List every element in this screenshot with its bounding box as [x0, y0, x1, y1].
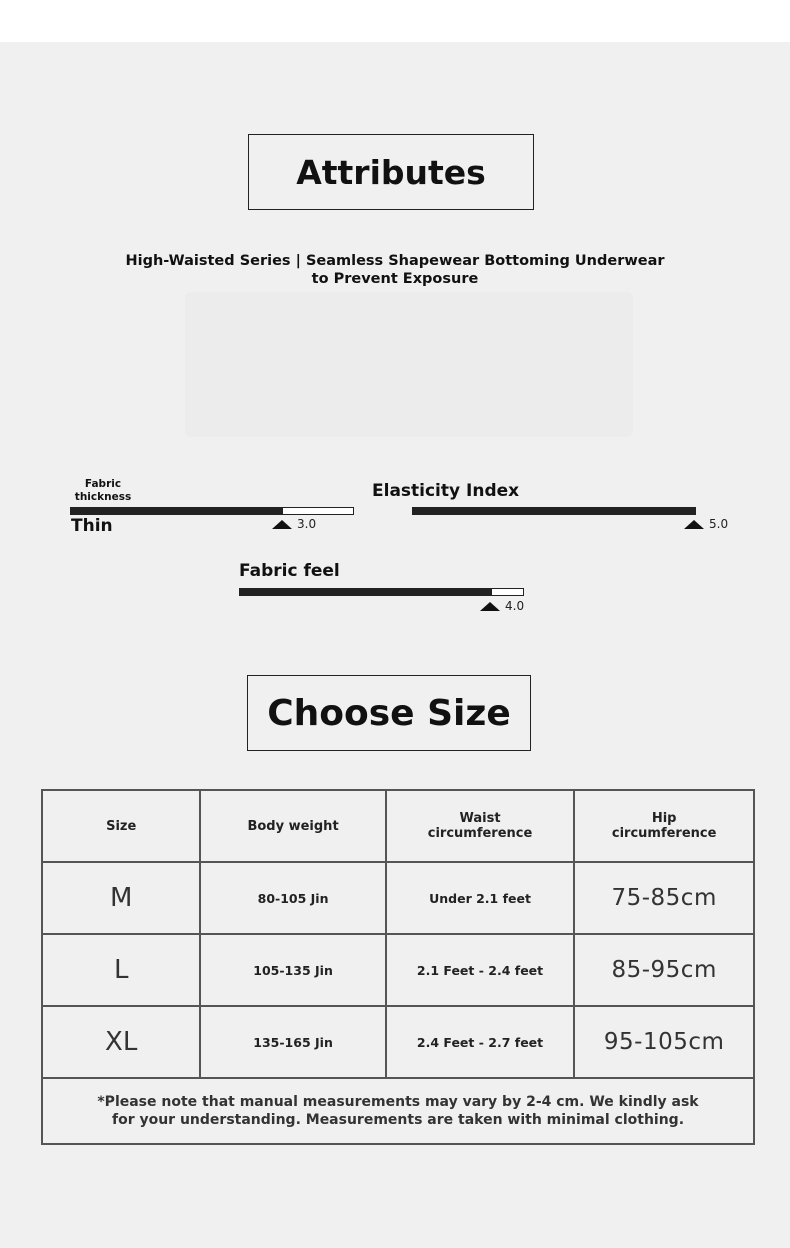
- elasticity-marker-icon: [684, 520, 704, 529]
- header-waist-line-1: Waist: [459, 811, 501, 826]
- attributes-title: [248, 134, 534, 210]
- feel-bar: [239, 588, 524, 596]
- size-cell: L: [42, 934, 200, 1006]
- elasticity-label: Elasticity Index: [372, 481, 520, 501]
- hip-cell: 95-105cm: [574, 1006, 754, 1078]
- weight-cell: 135-165 Jin: [200, 1006, 385, 1078]
- thickness-bar: [70, 507, 354, 515]
- size-note-row: [42, 1078, 754, 1144]
- choose-size-title: [247, 675, 531, 751]
- weight-cell: 105-135 Jin: [200, 934, 385, 1006]
- header-body-weight-text: Body weight: [247, 818, 339, 834]
- size-note-line-1: *Please note that manual measurements may vary by 2-4 cm. We kindly ask: [97, 1094, 699, 1110]
- size-table-header-row: [42, 790, 754, 862]
- table-row: [42, 862, 754, 934]
- hip-cell: 85-95cm: [574, 934, 754, 1006]
- product-subtitle: [120, 252, 670, 288]
- thickness-marker-icon: [272, 520, 292, 529]
- header-size: [42, 790, 200, 862]
- feel-bar-fill: [240, 589, 492, 595]
- hip-cell: 75-85cm: [574, 862, 754, 934]
- thickness-bar-fill: [71, 508, 283, 514]
- header-size-text: Size: [106, 818, 137, 834]
- table-row: [42, 1006, 754, 1078]
- elasticity-bar: [412, 507, 696, 515]
- subtitle-line-1: High-Waisted Series | Seamless Shapewear Bottoming Underwear: [125, 253, 665, 269]
- table-row: [42, 934, 754, 1006]
- feel-value: 4.0: [505, 599, 525, 613]
- header-waist: [386, 790, 575, 862]
- waist-cell: Under 2.1 feet: [386, 862, 575, 934]
- feel-marker-icon: [480, 602, 500, 611]
- weight-cell: 80-105 Jin: [200, 862, 385, 934]
- size-cell: XL: [42, 1006, 200, 1078]
- subtitle-line-2: to Prevent Exposure: [311, 271, 479, 287]
- elasticity-bar-fill: [413, 508, 695, 514]
- thickness-sub-label: Thin: [71, 516, 113, 536]
- header-hip: [574, 790, 754, 862]
- elasticity-value: 5.0: [709, 517, 729, 531]
- size-cell: M: [42, 862, 200, 934]
- size-note: [42, 1078, 754, 1144]
- header-hip-line-1: Hip: [651, 811, 677, 826]
- size-note-line-2: for your understanding. Measurements are taken with minimal clothing.: [111, 1112, 685, 1128]
- attributes-title-text: Attributes: [296, 152, 486, 192]
- thickness-label-line-2: thickness: [74, 490, 132, 503]
- thickness-value: 3.0: [297, 517, 317, 531]
- header-hip-line-2: circumference: [611, 826, 717, 841]
- header-waist-line-2: circumference: [427, 826, 533, 841]
- faded-image-area: [185, 292, 633, 437]
- header-body-weight: [200, 790, 385, 862]
- waist-cell: 2.1 Feet - 2.4 feet: [386, 934, 575, 1006]
- thickness-label: [73, 478, 133, 503]
- choose-size-title-text: Choose Size: [267, 692, 511, 734]
- thickness-label-line-1: Fabric: [84, 478, 122, 490]
- waist-cell: 2.4 Feet - 2.7 feet: [386, 1006, 575, 1078]
- size-table: [41, 789, 755, 1145]
- feel-label: Fabric feel: [239, 561, 340, 581]
